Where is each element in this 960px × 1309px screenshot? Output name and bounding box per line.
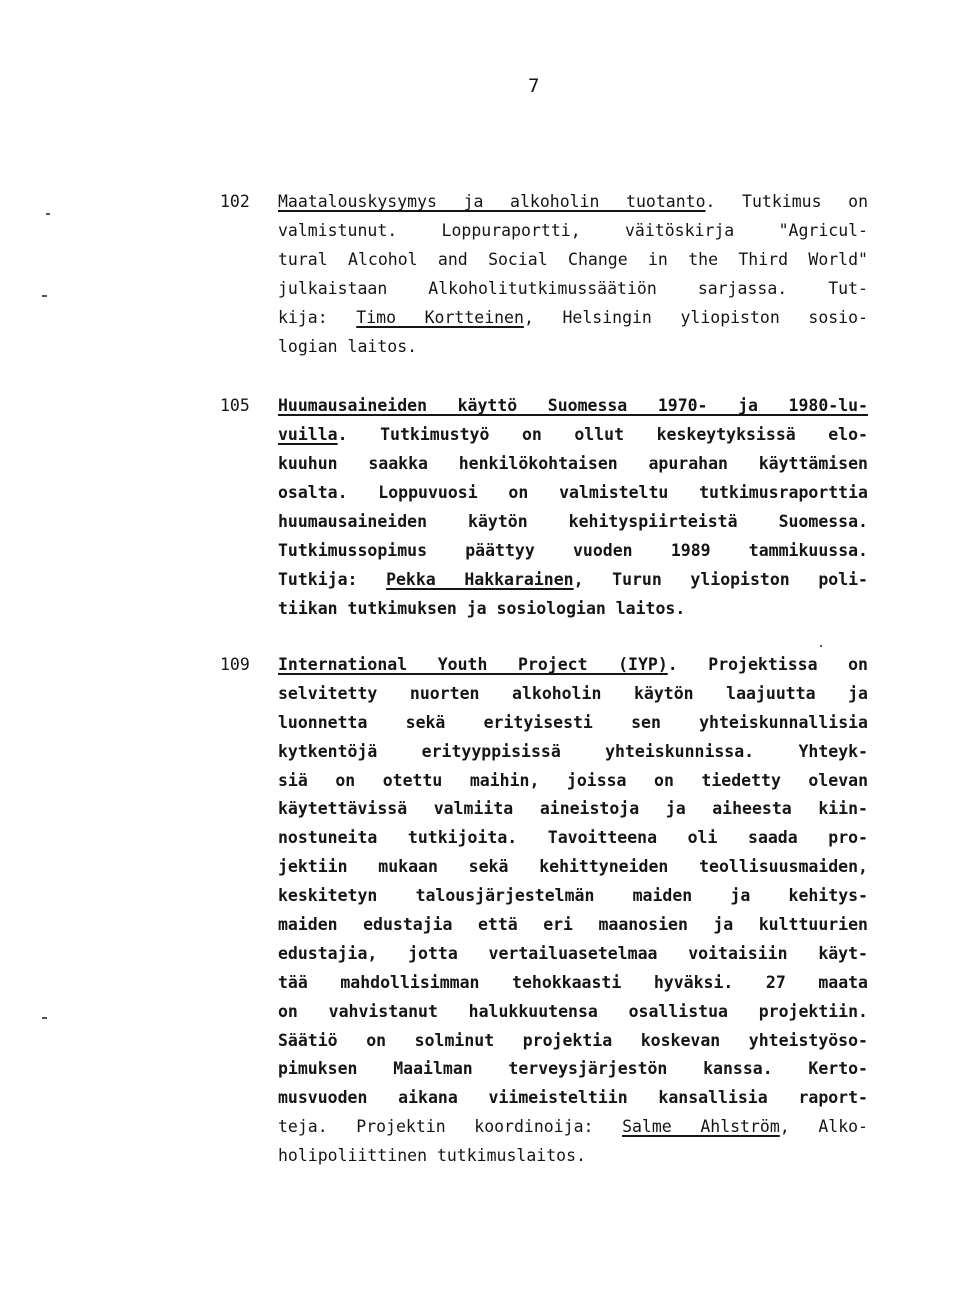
- entry-line: logian laitos.: [278, 337, 418, 356]
- entry-line: [278, 423, 868, 452]
- coordinator-name: Salme Ahlström: [622, 1117, 780, 1137]
- entry-line: kuuhun saakka henkilökohtaisen apurahan käyttämisen: [278, 454, 868, 473]
- entry-line: tural Alcohol and Social Change in the Third World": [278, 250, 868, 269]
- entry-title: Huumausaineiden käyttö Suomessa 1970- ja 1980-lu-: [278, 396, 868, 415]
- entry-line: siä on otettu maihin, joissa on tiedetty olevan: [278, 770, 868, 790]
- scan-speck: [820, 645, 822, 647]
- entry-line: kytkentöjä erityyppisissä yhteiskunnissa. Yhteyk-: [278, 741, 868, 761]
- entry-line: luonnetta sekä erityisesti sen yhteiskunnallisia: [278, 712, 868, 732]
- entry-number: 109: [220, 655, 250, 674]
- entry-number: 102: [220, 192, 250, 211]
- coordinator-label: teja. Projektin koordinoija:: [278, 1117, 623, 1137]
- entry-line: julkaistaan Alkoholitutkimussäätiön sarjassa. Tut-: [278, 279, 868, 298]
- entry-line: osalta. Loppuvuosi on valmisteltu tutkimusraporttia: [278, 483, 868, 502]
- entry-line: [278, 306, 868, 335]
- researcher-name: Pekka Hakkarainen: [386, 570, 574, 589]
- entry-body: [278, 394, 868, 626]
- entry-line: musvuoden aikana viimeisteltiin kansallisia raport-: [278, 1088, 868, 1108]
- entry-line: edustajia, jotta vertailuasetelmaa voitaisiin käyt-: [278, 943, 868, 963]
- entry-line: [278, 190, 868, 219]
- entry-line: selvitetty nuorten alkoholin käytön laajuutta ja: [278, 683, 868, 703]
- entry-line: maiden edustajia että eri maanosien ja kulttuurien: [278, 915, 868, 935]
- researcher-affiliation: , Helsingin yliopiston sosio-: [523, 308, 868, 327]
- entry-line: huumausaineiden käytön kehityspiirteistä Suomessa.: [278, 512, 868, 531]
- coordinator-affiliation: , Alko-: [779, 1117, 868, 1137]
- scan-speck: [46, 213, 50, 215]
- researcher-label: Tutkija:: [278, 570, 387, 589]
- entry-text: . Projektissa on: [667, 655, 868, 674]
- entry-line: käytettävissä valmiita aineistoja ja aiheesta kiin-: [278, 799, 868, 819]
- entry-line: pimuksen Maailman terveysjärjestön kanssa. Kerto-: [278, 1059, 868, 1079]
- entry-body: [278, 190, 868, 364]
- entry-line: nostuneita tutkijoita. Tavoitteena oli saada pro-: [278, 828, 868, 848]
- entry-line: on vahvistanut halukkuutensa osallistua projektiin.: [278, 1001, 868, 1021]
- entry-line: Tutkimussopimus päättyy vuoden 1989 tammikuussa.: [278, 541, 868, 560]
- entry-number: 105: [220, 396, 250, 415]
- researcher-affiliation: , Turun yliopiston poli-: [573, 570, 868, 589]
- entry-title: Maatalouskysymys ja alkoholin tuotanto: [278, 192, 706, 211]
- scan-speck: [42, 1017, 47, 1019]
- entry-title: International Youth Project (IYP): [278, 655, 668, 674]
- entry-title-continued: vuilla: [278, 425, 338, 444]
- entry-body: [278, 653, 868, 1173]
- entry-line: [278, 1115, 868, 1144]
- entry-line: [278, 568, 868, 597]
- entry-line: tiikan tutkimuksen ja sosiologian laitos.: [278, 599, 686, 618]
- entry-line: [278, 653, 868, 682]
- entry-text: . Tutkimustyö on ollut keskeytyksissä elo-: [337, 425, 868, 444]
- researcher-name: Timo Kortteinen: [356, 308, 524, 327]
- researcher-label: kija:: [278, 308, 357, 327]
- entry-line: valmistunut. Loppuraportti, väitöskirja "Agricul-: [278, 221, 868, 240]
- entry-line: tää mahdollisimman tehokkaasti hyväksi. 27 maata: [278, 972, 868, 992]
- page-number: 7: [528, 75, 540, 97]
- entry-text: . Tutkimus on: [705, 192, 868, 211]
- scan-speck: [42, 295, 47, 297]
- entry-line: jektiin mukaan sekä kehittyneiden teollisuusmaiden,: [278, 857, 868, 877]
- entry-line: keskitetyn talousjärjestelmän maiden ja kehitys-: [278, 886, 868, 906]
- entry-line: holipoliittinen tutkimuslaitos.: [278, 1146, 586, 1166]
- entry-line: Säätiö on solminut projektia koskevan yhteistyöso-: [278, 1030, 868, 1050]
